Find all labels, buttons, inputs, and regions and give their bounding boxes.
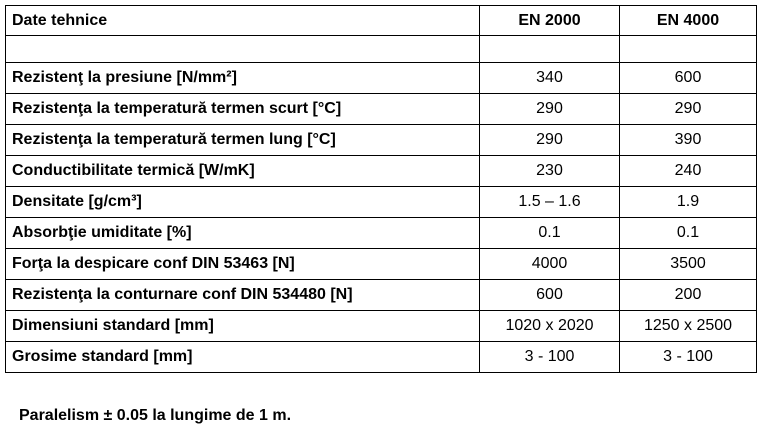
table-row bbox=[6, 280, 757, 311]
table-row bbox=[6, 63, 757, 94]
row-value-en2000: 290 bbox=[480, 94, 620, 125]
row-label: Dimensiuni standard [mm] bbox=[6, 311, 480, 342]
technical-data-table bbox=[5, 5, 757, 373]
row-value-en2000: 4000 bbox=[480, 249, 620, 280]
row-value-en4000: 240 bbox=[620, 156, 757, 187]
parallelism-note: Paralelism ± 0.05 la lungime de 1 m. bbox=[19, 407, 292, 424]
row-label: Rezistenţa la conturnare conf DIN 534480 [N] bbox=[6, 280, 480, 311]
row-value-en2000: 3 - 100 bbox=[480, 342, 620, 373]
row-value-en2000: 230 bbox=[480, 156, 620, 187]
table-header-row bbox=[6, 6, 757, 36]
row-value-en4000: 390 bbox=[620, 125, 757, 156]
row-label: Forţa la despicare conf DIN 53463 [N] bbox=[6, 249, 480, 280]
table-row bbox=[6, 187, 757, 218]
row-label: Densitate [g/cm³] bbox=[6, 187, 480, 218]
row-value-en4000: 1.9 bbox=[620, 187, 757, 218]
row-value-en2000: 600 bbox=[480, 280, 620, 311]
row-value-en4000: 200 bbox=[620, 280, 757, 311]
table-row bbox=[6, 218, 757, 249]
row-value-en4000: 600 bbox=[620, 63, 757, 94]
row-value-en4000: 3500 bbox=[620, 249, 757, 280]
header-label: Date tehnice bbox=[6, 6, 480, 36]
table-row bbox=[6, 125, 757, 156]
row-value-en4000: 1250 x 2500 bbox=[620, 311, 757, 342]
table-row bbox=[6, 342, 757, 373]
row-value-en4000: 0.1 bbox=[620, 218, 757, 249]
row-label: Rezistenţa la temperatură termen lung [°C] bbox=[6, 125, 480, 156]
row-value-en4000: 3 - 100 bbox=[620, 342, 757, 373]
row-value-en2000: 0.1 bbox=[480, 218, 620, 249]
row-value-en2000: 290 bbox=[480, 125, 620, 156]
table-row bbox=[6, 94, 757, 125]
table-row bbox=[6, 311, 757, 342]
blank-cell bbox=[480, 36, 620, 63]
row-label: Conductibilitate termică [W/mK] bbox=[6, 156, 480, 187]
table-blank-row bbox=[6, 36, 757, 63]
row-value-en2000: 340 bbox=[480, 63, 620, 94]
row-label: Grosime standard [mm] bbox=[6, 342, 480, 373]
table-row bbox=[6, 249, 757, 280]
row-label: Rezistenţa la temperatură termen scurt [°C] bbox=[6, 94, 480, 125]
table-row bbox=[6, 156, 757, 187]
header-en4000: EN 4000 bbox=[620, 6, 757, 36]
header-en2000: EN 2000 bbox=[480, 6, 620, 36]
row-label: Absorbţie umiditate [%] bbox=[6, 218, 480, 249]
blank-cell bbox=[620, 36, 757, 63]
blank-cell bbox=[6, 36, 480, 63]
row-value-en4000: 290 bbox=[620, 94, 757, 125]
row-value-en2000: 1020 x 2020 bbox=[480, 311, 620, 342]
row-value-en2000: 1.5 – 1.6 bbox=[480, 187, 620, 218]
row-label: Rezistenţ la presiune [N/mm²] bbox=[6, 63, 480, 94]
